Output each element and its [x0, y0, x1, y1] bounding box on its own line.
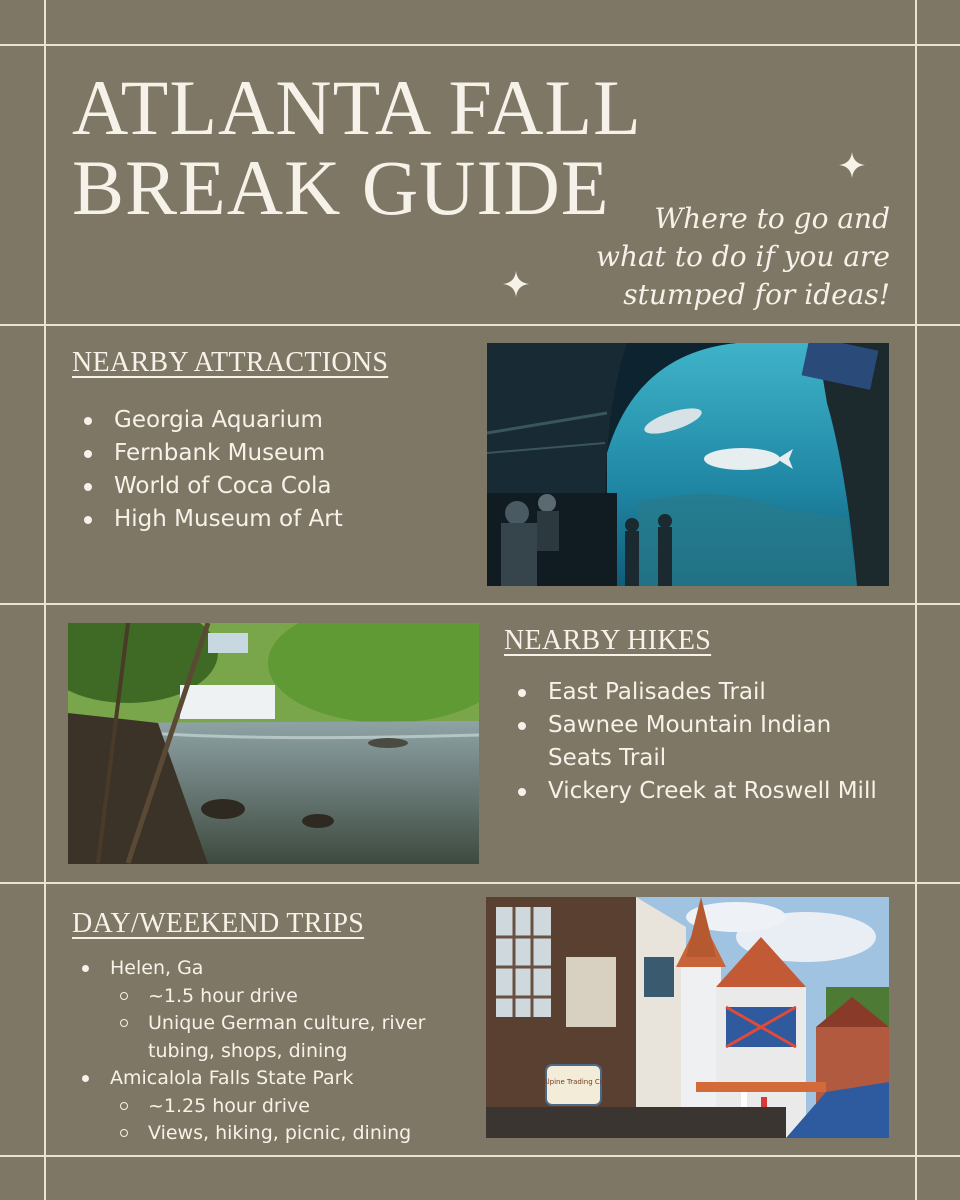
- sub-bullet-icon: [120, 1102, 128, 1110]
- grid-line-section-divider-2: [0, 882, 960, 884]
- bullet-icon: [84, 483, 92, 491]
- list-item: Sawnee Mountain Indian Seats Trail: [548, 709, 878, 775]
- list-item: [110, 1065, 460, 1148]
- grid-line-header-divider: [0, 324, 960, 326]
- trips-list: [110, 955, 460, 1148]
- bullet-icon: [518, 722, 526, 730]
- list-item: East Palisades Trail: [548, 676, 878, 709]
- hikes-heading: NEARBY HIKES: [504, 625, 712, 656]
- list-item: Fernbank Museum: [114, 437, 343, 470]
- sparkle-icon: [503, 271, 529, 297]
- tagline-line-3: stumped for ideas!: [623, 278, 890, 311]
- list-item: High Museum of Art: [114, 503, 343, 536]
- helen-town-photo: [486, 897, 889, 1138]
- trips-heading: DAY/WEEKEND TRIPS: [72, 908, 365, 939]
- attractions-heading: NEARBY ATTRACTIONS: [72, 347, 389, 378]
- list-item: [110, 955, 460, 1065]
- grid-line-section-divider-1: [0, 603, 960, 605]
- list-item: ~1.5 hour drive: [148, 983, 460, 1011]
- tagline-line-1: Where to go and: [654, 202, 890, 235]
- sparkle-icon: [839, 152, 865, 178]
- bullet-icon: [84, 516, 92, 524]
- shop-sign-text: Alpine Trading Co: [542, 1078, 605, 1086]
- title-line-2: BREAK GUIDE: [72, 144, 610, 231]
- waterfall-photo: [68, 623, 479, 864]
- trip-name: Helen, Ga: [110, 957, 204, 979]
- trip-details: [110, 983, 460, 1066]
- title-line-1: ATLANTA FALL: [72, 64, 642, 151]
- sub-bullet-icon: [120, 1019, 128, 1027]
- list-item: Vickery Creek at Roswell Mill: [548, 775, 878, 808]
- page-title: [72, 64, 642, 231]
- sub-bullet-icon: [120, 992, 128, 1000]
- sub-bullet-icon: [120, 1129, 128, 1137]
- grid-line-left: [44, 0, 46, 1200]
- bullet-icon: [518, 788, 526, 796]
- grid-line-right: [915, 0, 917, 1200]
- trip-details: [110, 1093, 460, 1148]
- tagline-line-2: what to do if you are: [595, 240, 890, 273]
- list-item: ~1.25 hour drive: [148, 1093, 460, 1121]
- grid-line-top: [0, 44, 960, 46]
- list-item: Unique German culture, river tubing, shops, dining: [148, 1010, 460, 1065]
- list-item: World of Coca Cola: [114, 470, 343, 503]
- hikes-list: [548, 676, 878, 808]
- bullet-icon: [82, 1075, 89, 1082]
- tagline: [560, 200, 890, 314]
- attractions-list: [114, 404, 343, 536]
- bullet-icon: [82, 965, 89, 972]
- list-item: Views, hiking, picnic, dining: [148, 1120, 460, 1148]
- grid-line-bottom: [0, 1155, 960, 1157]
- trip-name: Amicalola Falls State Park: [110, 1067, 354, 1089]
- bullet-icon: [518, 689, 526, 697]
- bullet-icon: [84, 417, 92, 425]
- list-item: Georgia Aquarium: [114, 404, 343, 437]
- bullet-icon: [84, 450, 92, 458]
- aquarium-photo: [487, 343, 889, 586]
